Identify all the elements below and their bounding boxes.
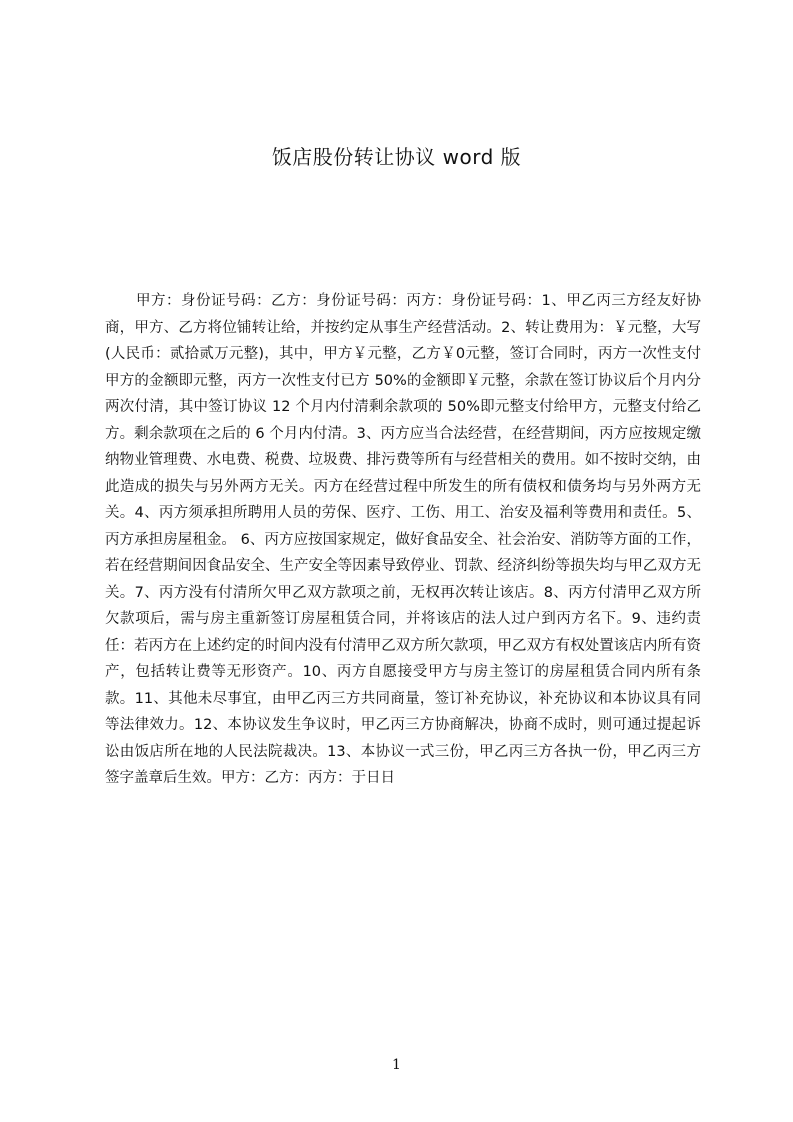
document-title: 饭店股份转让协议 word 版 bbox=[271, 145, 522, 169]
page-number: 1 bbox=[392, 1057, 401, 1073]
agreement-body-text: 甲方：身份证号码：乙方：身份证号码：丙方：身份证号码：1、甲乙丙三方经友好协商，甲方、乙方将位铺转让给，并按约定从事生产经营活动。2、转让费用为：￥元整，大写(人民币：贰拾贰万元整)，其中，甲方￥元整，乙方￥0元整，签订合同时，丙方一次性支付甲方的金额即元整，丙方一次性支付已方 50%的金额即￥元整，余款在签订协议后个月内分两次付清，其中签订协议 12 个月内付清剩余款项的 50%即元整支付给甲方，元整支付给乙方。剩余款项在之后的 6 个月内付清。3、丙方应当合法经营，在经营期间，丙方应按规定缴纳物业管理费、水电费、税费、垃圾费、排污费等所有与经营相关的费用。如不按时交纳，由此造成的损失与另外两方无关。丙方在经营过程中所发生的所有债权和债务均与另外两方无关。4、丙方须承担所聘用人员的劳保、医疗、工伤、用工、治安及福利等费用和责任。5、丙方承担房屋租金。 6、丙方应按国家规定，做好食品安全、社会治安、消防等方面的工作，若在经营期间因食品安全、生产安全等因素导致停业、罚款、经济纠纷等损失均与甲乙双方无关。7、丙方没有付清所欠甲乙双方款项之前，无权再次转让该店。8、丙方付清甲乙双方所欠款项后，需与房主重新签订房屋租赁合同，并将该店的法人过户到丙方名下。9、违约责任：若丙方在上述约定的时间内没有付清甲乙双方所欠款项，甲乙双方有权处置该店内所有资产，包括转让费等无形资产。10、丙方自愿接受甲方与房主签订的房屋租赁合同内所有条款。11、其他未尽事宜，由甲乙丙三方共同商量，签订补充协议，补充协议和本协议具有同等法律效力。12、本协议发生争议时，甲乙丙三方协商解决，协商不成时，则可通过提起诉讼由饭店所在地的人民法院裁决。13、本协议一式三份，甲乙丙三方各执一份，甲乙丙三方签字盖章后生效。甲方：乙方：丙方：于日日 bbox=[105, 293, 701, 786]
